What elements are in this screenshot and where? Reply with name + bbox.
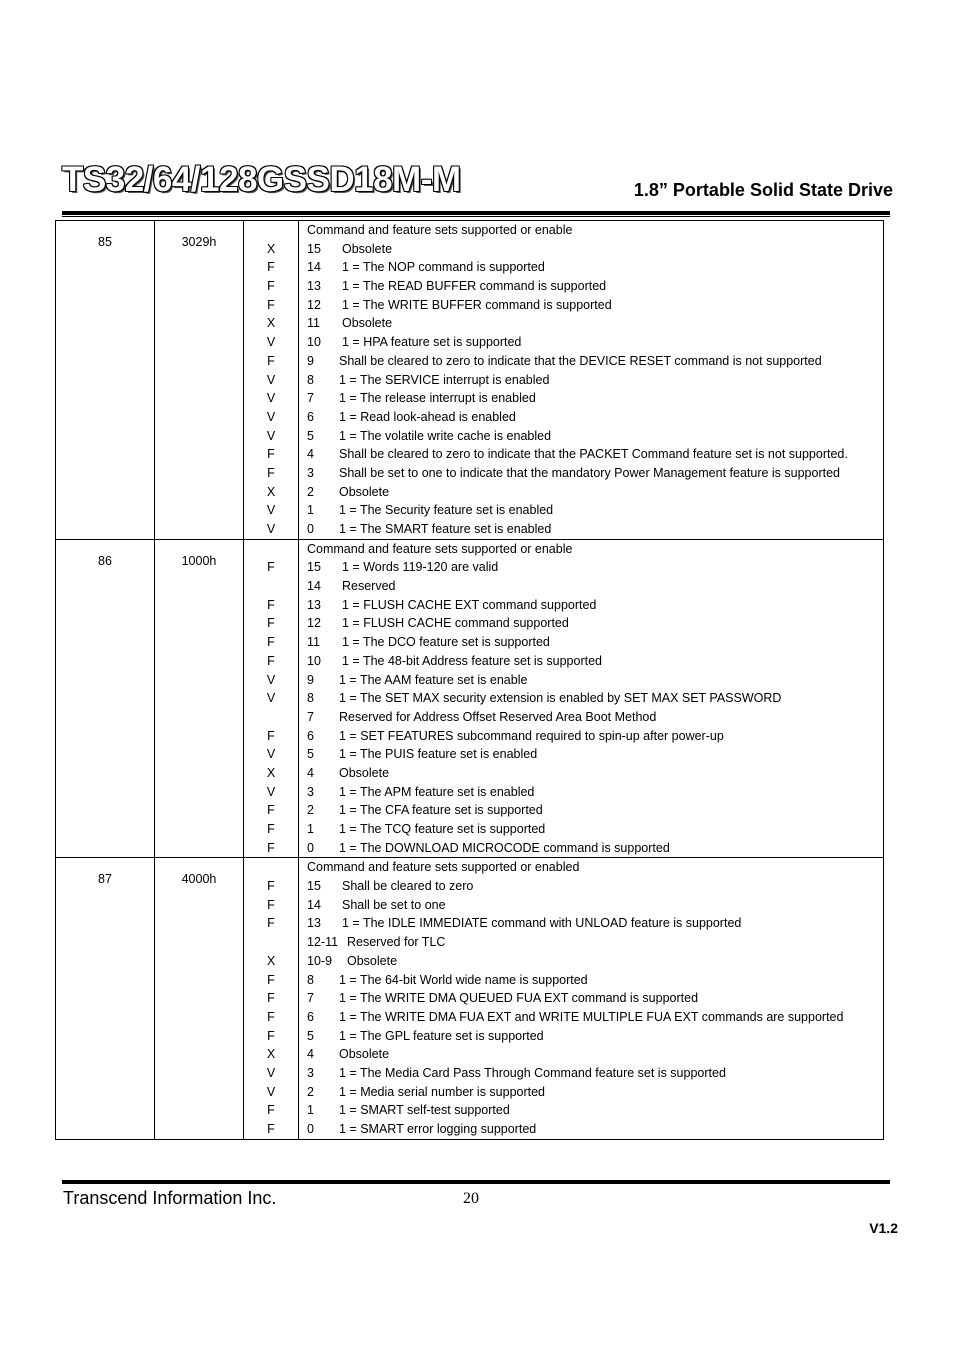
bit-number: 11 xyxy=(307,635,320,650)
description-line xyxy=(307,727,883,746)
bit-number: 13 xyxy=(307,597,321,612)
fvx-flag: V xyxy=(266,672,276,687)
fvx-flag: F xyxy=(267,1103,275,1118)
description-line xyxy=(307,1064,883,1083)
bit-number: 1 xyxy=(307,503,314,518)
bit-number: 8 xyxy=(307,372,314,387)
bit-description: 1 = The WRITE BUFFER command is supported xyxy=(342,297,612,312)
description-line xyxy=(307,933,883,952)
bit-description: 1 = The SET MAX security extension is enabled by SET MAX SET PASSWORD xyxy=(339,691,782,706)
description-line xyxy=(307,971,883,990)
description-line xyxy=(307,1083,883,1102)
fvx-cell xyxy=(244,858,299,1139)
default-value: 4000h xyxy=(181,872,217,887)
word-number: 87 xyxy=(98,872,112,887)
table-row xyxy=(56,858,884,1139)
bit-description: 1 = The PUIS feature set is enabled xyxy=(339,747,538,762)
bit-number: 15 xyxy=(307,560,321,575)
description-line xyxy=(307,577,883,596)
description-line xyxy=(307,633,883,652)
description-line xyxy=(307,408,883,427)
bit-description: 1 = SET FEATURES subcommand required to spin-up after power-up xyxy=(339,728,724,743)
bit-number: 9 xyxy=(307,672,314,687)
bit-number: 7 xyxy=(307,391,314,406)
company-name: Transcend Information Inc. xyxy=(63,1188,277,1208)
description-line xyxy=(307,314,883,333)
bit-number: 10 xyxy=(307,335,321,350)
fvx-flag: F xyxy=(267,879,275,894)
bit-number: 3 xyxy=(307,784,314,799)
bit-description: Command and feature sets supported or enable xyxy=(307,541,573,556)
fvx-flag: F xyxy=(267,972,275,987)
fvx-flag: F xyxy=(267,991,275,1006)
bit-number: 13 xyxy=(307,916,321,931)
bit-description: 1 = The SMART feature set is enabled xyxy=(339,522,552,536)
bit-description: 1 = The release interrupt is enabled xyxy=(339,391,536,406)
bit-number: 12 xyxy=(307,297,321,312)
bit-number: 4 xyxy=(307,765,314,780)
bit-number: 6 xyxy=(307,409,314,424)
bit-number: 12-11 xyxy=(307,935,339,950)
bit-description: Obsolete xyxy=(342,316,393,331)
description-line xyxy=(307,689,883,708)
bit-number: 10 xyxy=(307,653,321,668)
table-row xyxy=(56,539,884,858)
description-line xyxy=(307,652,883,671)
fvx-flag: F xyxy=(267,1009,275,1024)
bit-description: 1 = The volatile write cache is enabled xyxy=(339,428,552,443)
fvx-flag: F xyxy=(267,616,275,631)
bit-number: 11 xyxy=(307,316,320,331)
fvx-flag: F xyxy=(267,822,275,836)
bit-number: 1 xyxy=(307,1103,314,1118)
bit-description: Obsolete xyxy=(347,953,398,968)
bit-description: 1 = HPA feature set is supported xyxy=(342,335,522,350)
description-line xyxy=(307,801,883,820)
bit-number: 7 xyxy=(307,709,314,724)
default-value-cell xyxy=(155,221,244,540)
bit-description: Command and feature sets supported or enabled xyxy=(307,860,580,875)
description-line xyxy=(307,1101,883,1120)
description-line xyxy=(307,540,883,559)
bit-description: 1 = FLUSH CACHE EXT command supported xyxy=(342,597,597,612)
description-line xyxy=(307,483,883,502)
description-line xyxy=(307,445,883,464)
default-value: 1000h xyxy=(181,553,217,568)
bit-description: 1 = The NOP command is supported xyxy=(342,260,545,275)
description-line xyxy=(307,296,883,315)
bit-number: 6 xyxy=(307,728,314,743)
bit-description: 1 = SMART self-test supported xyxy=(339,1103,510,1118)
description-line xyxy=(307,745,883,764)
bit-description: Obsolete xyxy=(342,241,393,256)
description-line xyxy=(307,277,883,296)
bit-description: Shall be cleared to zero to indicate that the DEVICE RESET command is not supported xyxy=(339,353,822,368)
page-number: 20 xyxy=(463,1190,479,1207)
description-line xyxy=(307,427,883,446)
bit-number: 4 xyxy=(307,1047,314,1062)
description-line xyxy=(307,671,883,690)
fvx-flag: F xyxy=(267,916,275,931)
header-rule xyxy=(62,211,890,215)
description-line xyxy=(307,371,883,390)
fvx-flag xyxy=(244,221,298,240)
bit-description: 1 = The DOWNLOAD MICROCODE command is supported xyxy=(339,840,670,855)
fvx-flag xyxy=(244,577,298,596)
bit-number: 8 xyxy=(307,691,314,706)
description-line xyxy=(307,614,883,633)
description-line xyxy=(307,1027,883,1046)
fvx-flag: V xyxy=(266,747,276,762)
bit-description: 1 = The Security feature set is enabled xyxy=(339,503,554,518)
identify-device-table xyxy=(55,220,884,1140)
bit-number: 3 xyxy=(307,465,314,480)
description-line xyxy=(307,1045,883,1064)
bit-description: Reserved for TLC xyxy=(347,935,446,950)
description-line xyxy=(307,221,883,240)
description-line xyxy=(307,240,883,259)
fvx-flag: V xyxy=(266,503,276,518)
bit-description: 1 = The WRITE DMA QUEUED FUA EXT command is supported xyxy=(339,991,699,1006)
bit-number: 15 xyxy=(307,879,321,894)
description-line xyxy=(307,464,883,483)
bit-number: 12 xyxy=(307,616,321,631)
description-line xyxy=(307,877,883,896)
bit-description: 1 = The 48-bit Address feature set is supported xyxy=(342,653,602,668)
bit-number: 2 xyxy=(307,1084,314,1099)
bit-number: 5 xyxy=(307,747,314,762)
description-line xyxy=(307,558,883,577)
bit-description: 1 = The READ BUFFER command is supported xyxy=(342,279,607,294)
fvx-flag: V xyxy=(266,409,276,424)
fvx-flag xyxy=(244,858,298,877)
description-line xyxy=(307,708,883,727)
bit-number: 8 xyxy=(307,972,314,987)
fvx-flag: V xyxy=(266,1065,276,1080)
bit-number: 9 xyxy=(307,353,314,368)
bit-description: Shall be set to one to indicate that the mandatory Power Management feature is supported xyxy=(339,465,841,480)
bit-description: 1 = The CFA feature set is supported xyxy=(339,803,543,818)
fvx-flag: V xyxy=(266,428,276,443)
bit-description: Reserved for Address Offset Reserved Area Boot Method xyxy=(339,709,657,724)
document-title: TS32/64/128GSSD18M-M xyxy=(62,160,461,199)
bit-description: 1 = FLUSH CACHE command supported xyxy=(342,616,569,631)
description-line xyxy=(307,896,883,915)
bit-description: Command and feature sets supported or enable xyxy=(307,223,573,237)
bit-description: 1 = The APM feature set is enabled xyxy=(339,784,535,799)
description-cell xyxy=(299,539,884,858)
fvx-flag: V xyxy=(266,1084,276,1099)
bit-number: 0 xyxy=(307,840,314,855)
bit-description: 1 = The SERVICE interrupt is enabled xyxy=(339,372,550,387)
fvx-flag: F xyxy=(267,897,275,912)
bit-description: 1 = The Media Card Pass Through Command feature set is supported xyxy=(339,1065,726,1080)
bit-number: 10-9 xyxy=(307,953,333,968)
bit-description: 1 = The WRITE DMA FUA EXT and WRITE MULTIPLE FUA EXT commands are supported xyxy=(339,1009,844,1024)
bit-description: 1 = SMART error logging supported xyxy=(339,1122,537,1136)
bit-number: 6 xyxy=(307,1009,314,1024)
word-cell xyxy=(56,539,155,858)
fvx-flag: X xyxy=(266,316,276,331)
fvx-flag: V xyxy=(266,522,276,536)
bit-description: 1 = Read look-ahead is enabled xyxy=(339,409,516,424)
fvx-flag: F xyxy=(267,260,275,275)
fvx-flag: F xyxy=(267,728,275,743)
bit-number: 2 xyxy=(307,484,314,499)
fvx-cell xyxy=(244,539,299,858)
bit-number: 13 xyxy=(307,279,321,294)
bit-number: 1 xyxy=(307,822,314,836)
word-number: 86 xyxy=(98,553,112,568)
description-line xyxy=(307,1120,883,1139)
bit-description: Shall be cleared to zero to indicate that the PACKET Command feature set is not supported. xyxy=(339,447,848,462)
fvx-flag: X xyxy=(266,484,276,499)
fvx-flag: F xyxy=(267,279,275,294)
footer-rule xyxy=(62,1180,890,1184)
fvx-flag: F xyxy=(267,447,275,462)
fvx-flag xyxy=(244,708,298,727)
fvx-flag: F xyxy=(267,635,275,650)
version-label: V1.2 xyxy=(869,1220,898,1236)
bit-description: 1 = The AAM feature set is enable xyxy=(339,672,528,687)
bit-number: 14 xyxy=(307,579,321,594)
description-line xyxy=(307,520,883,539)
bit-description: Obsolete xyxy=(339,1047,390,1062)
fvx-flag: F xyxy=(267,297,275,312)
bit-number: 3 xyxy=(307,1065,314,1080)
bit-description: Obsolete xyxy=(339,765,390,780)
fvx-flag: X xyxy=(266,241,276,256)
bit-description: Obsolete xyxy=(339,484,390,499)
bit-number: 0 xyxy=(307,522,314,536)
fvx-flag: F xyxy=(267,465,275,480)
fvx-flag: F xyxy=(267,597,275,612)
bit-description: 1 = The 64-bit World wide name is supported xyxy=(339,972,588,987)
bit-description: Shall be set to one xyxy=(342,897,446,912)
bit-number: 0 xyxy=(307,1122,314,1136)
fvx-flag: F xyxy=(267,560,275,575)
fvx-flag: V xyxy=(266,391,276,406)
description-line xyxy=(307,258,883,277)
bit-description: Shall be cleared to zero xyxy=(342,879,474,894)
fvx-flag xyxy=(244,933,298,952)
bit-description: 1 = Media serial number is supported xyxy=(339,1084,546,1099)
description-line xyxy=(307,333,883,352)
fvx-flag: F xyxy=(267,803,275,818)
bit-number: 4 xyxy=(307,447,314,462)
description-line xyxy=(307,596,883,615)
bit-description: 1 = The IDLE IMMEDIATE command with UNLOAD feature is supported xyxy=(342,916,742,931)
fvx-flag: F xyxy=(267,653,275,668)
table-row xyxy=(56,221,884,540)
description-line xyxy=(307,820,883,839)
description-line xyxy=(307,389,883,408)
word-number: 85 xyxy=(98,235,112,249)
word-cell xyxy=(56,221,155,540)
description-line xyxy=(307,352,883,371)
bit-number: 7 xyxy=(307,991,314,1006)
bit-description: 1 = The GPL feature set is supported xyxy=(339,1028,544,1043)
fvx-cell xyxy=(244,221,299,540)
description-line xyxy=(307,914,883,933)
default-value: 3029h xyxy=(181,235,217,249)
fvx-flag: F xyxy=(267,840,275,855)
bit-number: 15 xyxy=(307,241,321,256)
description-line xyxy=(307,989,883,1008)
fvx-flag: V xyxy=(266,335,276,350)
fvx-flag: X xyxy=(266,765,276,780)
document-subtitle: 1.8” Portable Solid State Drive xyxy=(633,180,893,200)
bit-description: 1 = The DCO feature set is supported xyxy=(342,635,550,650)
fvx-flag xyxy=(244,540,298,559)
description-line xyxy=(307,501,883,520)
description-line xyxy=(307,952,883,971)
fvx-flag: F xyxy=(267,1028,275,1043)
fvx-flag: V xyxy=(266,372,276,387)
fvx-flag: X xyxy=(266,953,276,968)
fvx-flag: F xyxy=(267,1122,275,1136)
bit-number: 2 xyxy=(307,803,314,818)
fvx-flag: X xyxy=(266,1047,276,1062)
default-value-cell xyxy=(155,858,244,1139)
description-line xyxy=(307,839,883,858)
description-line xyxy=(307,764,883,783)
header-rule-thin xyxy=(62,216,890,217)
fvx-flag: V xyxy=(266,691,276,706)
description-cell xyxy=(299,858,884,1139)
description-line xyxy=(307,1008,883,1027)
description-line xyxy=(307,783,883,802)
fvx-flag: V xyxy=(266,784,276,799)
bit-description: 1 = Words 119-120 are valid xyxy=(342,560,499,575)
description-line xyxy=(307,858,883,877)
bit-number: 14 xyxy=(307,897,321,912)
default-value-cell xyxy=(155,539,244,858)
bit-description: 1 = The TCQ feature set is supported xyxy=(339,822,546,836)
bit-number: 5 xyxy=(307,428,314,443)
description-cell xyxy=(299,221,884,540)
bit-description: Reserved xyxy=(342,579,396,594)
bit-number: 5 xyxy=(307,1028,314,1043)
fvx-flag: F xyxy=(267,353,275,368)
word-cell xyxy=(56,858,155,1139)
bit-number: 14 xyxy=(307,260,321,275)
